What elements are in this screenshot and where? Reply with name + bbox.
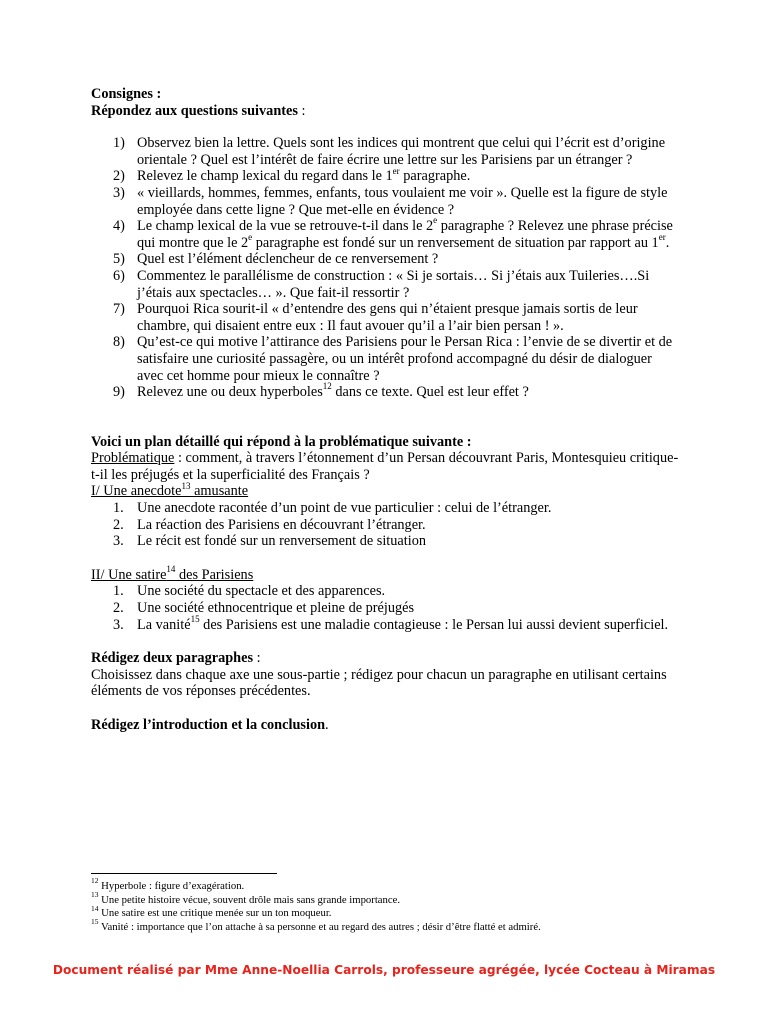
plan-heading: Voici un plan détaillé qui répond à la problématique suivante : [91,433,472,450]
footnote: $^{14}$ Une satire est une critique menée sur un ton moqueur. [91,903,332,920]
plan-part-2-title: II/ Une satire$^{14}$ des Parisiens [91,564,254,583]
question-item: 6) Commentez le parallélisme de construction : « Si je sortais… Si j’étais aux Tuileries….Si j’étais aux spectacles… ». Que fait-il ressortir ? [113,267,650,301]
question-item: 3) « vieillards, hommes, femmes, enfants, tous voulaient me voir ». Quelle est la figure de style employée dans cette ligne ? Que met-elle en évidence ? [113,184,668,218]
instructions-subtitle: Répondez aux questions suivantes : [91,102,306,119]
question-item: 4) Le champ lexical de la vue se retrouve-t-il dans le 2e paragraphe ? Relevez une phrase précise qui montre que le 2e paragraphe est fondé sur un renversement de situation par rapport au 1er. [113,215,673,251]
problem-statement: Problématique : comment, à travers l’étonnement d’un Persan découvrant Paris, Montesquieu critique-t-il les préjugés et la superficialité des Français ? [91,450,679,483]
plan-item: 1. Une société du spectacle et des apparences. [113,583,386,600]
plan-item: 3. Le récit est fondé sur un renversement de situation [113,533,427,550]
question-item: 1) Observez bien la lettre. Quels sont les indices qui montrent que celui qui l’écrit est d’origine orientale ? Quel est l’intérêt de faire écrire une lettre sur les Parisiens par un étranger ? [113,135,666,168]
document-body [91,86,681,734]
instructions-title: Consignes : [91,86,162,102]
footnote-separator [91,873,277,874]
plan-item: 2. Une société ethnocentrique et pleine de préjugés [113,600,415,617]
redaction-text: Choisissez dans chaque axe une sous-partie ; rédigez pour chacun un paragraphe en utilisant certains éléments de vos réponses précédentes. [91,666,667,700]
plan-item: 2. La réaction des Parisiens en découvrant l’étranger. [113,516,426,533]
question-item: 5) Quel est l’élément déclencheur de ce renversement ? [113,251,439,268]
footnotes [91,876,691,934]
plan-item: 1. Une anecdote racontée d’un point de vue particulier : celui de l’étranger. [113,500,552,517]
footnote: $^{15}$ Vanité : importance que l’on attache à sa personne et au regard des autres ; désir d’être flatté et admiré. [91,917,541,933]
question-item: 8) Qu’est-ce qui motive l’attirance des Parisiens pour le Persan Rica : l’envie de se divertir et de satisfaire une curiosité passagère, ou un intérêt profond accompagné du désir de dialoguer avec cet homme pour mieux le connaître ? [113,334,673,384]
plan-part-1-list [91,500,681,550]
plan-item: 3. La vanité$^{15}$ des Parisiens est une maladie contagieuse : le Persan lui aussi devient superficiel. [113,613,669,633]
question-item: 2) Relevez le champ lexical du regard dans le 1er paragraphe. [113,165,471,185]
redaction-heading: Rédigez deux paragraphes : [91,650,261,667]
final-instruction: Rédigez l’introduction et la conclusion. [91,717,329,733]
footnote: $^{12}$ Hyperbole : figure d’exagération. [91,876,245,892]
author-credit: Document réalisé par Mme Anne-Noellia Carrols, professeure agrégée, lycée Cocteau à Miramas [52,963,716,977]
question-item: 7) Pourquoi Rica sourit-il « d’entendre des gens qui n’étaient presque jamais sortis de leur chambre, qui disaient entre eux : Il faut avouer qu’il a l’air bien persan ! ». [113,301,638,334]
plan-part-2-list [91,583,681,633]
plan-part-1-title: I/ Une anecdote$^{13}$ amusante [91,480,249,500]
question-list [91,135,681,401]
footnote: $^{13}$ Une petite histoire vécue, souvent drôle mais sans grande importance. [91,890,401,906]
question-item: 9) Relevez une ou deux hyperboles$^{12}$ dans ce texte. Quel est leur effet ? [113,381,529,401]
